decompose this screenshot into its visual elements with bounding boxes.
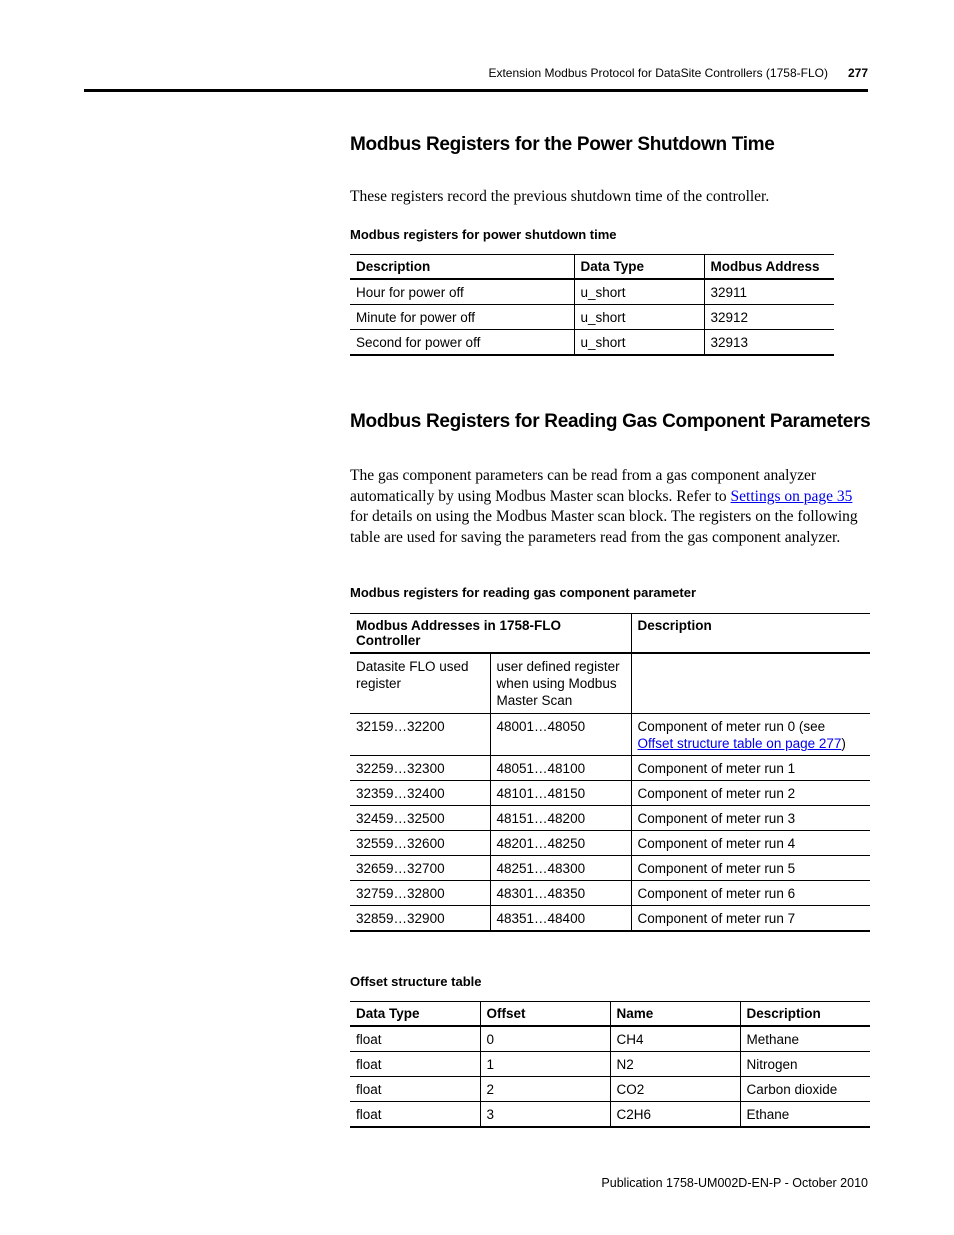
offset-table-link[interactable]: Offset structure table on page 277 [637, 736, 842, 751]
table-cell: 32859…32900 [350, 906, 490, 932]
table-caption-gas-component: Modbus registers for reading gas component parameter [350, 585, 697, 600]
table-cell: 2 [480, 1077, 610, 1102]
table-header-row [350, 614, 870, 654]
paragraph-text: The gas component parameters can be read from a gas component analyzer automatically by using Modbus Master scan blocks. Refer to [350, 467, 817, 505]
running-header [488, 66, 868, 80]
table-row [350, 1077, 870, 1102]
table-cell: Carbon dioxide [740, 1077, 870, 1102]
column-header: Description [740, 1002, 870, 1027]
table-cell: 32911 [704, 279, 834, 305]
table-cell: u_short [574, 279, 704, 305]
table-cell: Component of meter run 4 [631, 831, 870, 856]
cell-text: ) [841, 736, 846, 751]
column-header: Name [610, 1002, 740, 1027]
table-row [350, 1052, 870, 1077]
table-cell: Methane [740, 1026, 870, 1052]
table-cell: 48201…48250 [490, 831, 631, 856]
table-row [350, 781, 870, 806]
table-cell: 48051…48100 [490, 756, 631, 781]
table-cell: 32913 [704, 330, 834, 356]
column-header: Data Type [574, 255, 704, 280]
table-cell: Component of meter run 1 [631, 756, 870, 781]
table-row [350, 881, 870, 906]
section-heading-gas-component: Modbus Registers for Reading Gas Component Parameters [350, 411, 871, 432]
table-cell: Component of meter run 6 [631, 881, 870, 906]
table-cell: Ethane [740, 1102, 870, 1128]
header-rule [84, 89, 868, 92]
table-row [350, 330, 834, 356]
table-cell: float [350, 1026, 480, 1052]
section-intro-power-shutdown: These registers record the previous shutdown time of the controller. [350, 188, 770, 205]
table-row [350, 806, 870, 831]
table-subheader-row [350, 653, 870, 714]
table-cell: float [350, 1052, 480, 1077]
table-cell: Component of meter run 7 [631, 906, 870, 932]
column-header: Data Type [350, 1002, 480, 1027]
table-cell: Minute for power off [350, 305, 574, 330]
offset-structure-table [350, 1001, 870, 1128]
gas-component-table [350, 613, 870, 932]
table-cell: user defined register when using Modbus Master Scan [490, 653, 631, 714]
table-row [350, 1026, 870, 1052]
column-header: Modbus Addresses in 1758-FLO Controller [350, 614, 631, 654]
cell-text: Component of meter run 0 (see [637, 719, 826, 734]
table-row [350, 305, 834, 330]
table-cell: Nitrogen [740, 1052, 870, 1077]
paragraph-text: for details on using the Modbus Master scan block. The registers on the following table are used for saving the parameters read from the gas component analyzer. [350, 508, 858, 546]
settings-page-link[interactable]: Settings on page 35 [730, 487, 853, 505]
column-header: Description [631, 614, 870, 654]
table-cell: 32359…32400 [350, 781, 490, 806]
table-cell: Second for power off [350, 330, 574, 356]
page-number: 277 [847, 66, 868, 80]
table-header-row [350, 255, 834, 280]
table-row [350, 906, 870, 932]
table-cell: float [350, 1102, 480, 1128]
table-cell: 32759…32800 [350, 881, 490, 906]
table-row [350, 831, 870, 856]
table-cell: CH4 [610, 1026, 740, 1052]
table-cell: 32159…32200 [350, 714, 490, 756]
table-cell: CO2 [610, 1077, 740, 1102]
column-header: Offset [480, 1002, 610, 1027]
section-paragraph-gas-component [350, 466, 866, 548]
table-cell: Datasite FLO used register [350, 653, 490, 714]
table-cell: 3 [480, 1102, 610, 1128]
table-cell: 48251…48300 [490, 856, 631, 881]
table-cell: 0 [480, 1026, 610, 1052]
section-heading-power-shutdown: Modbus Registers for the Power Shutdown Time [350, 134, 775, 155]
table-cell: Component of meter run 3 [631, 806, 870, 831]
table-cell: Component of meter run 2 [631, 781, 870, 806]
table-cell: 48001…48050 [490, 714, 631, 756]
table-cell: 48301…48350 [490, 881, 631, 906]
column-header: Description [350, 255, 574, 280]
table-row [350, 714, 870, 756]
table-cell: 1 [480, 1052, 610, 1077]
table-cell: 48351…48400 [490, 906, 631, 932]
publication-footer: Publication 1758-UM002D-EN-P - October 2010 [601, 1176, 868, 1190]
table-caption-offset-structure: Offset structure table [350, 974, 482, 989]
table-row [350, 279, 834, 305]
power-shutdown-table [350, 254, 834, 356]
table-row [350, 1102, 870, 1128]
table-cell: 32259…32300 [350, 756, 490, 781]
table-cell: 32659…32700 [350, 856, 490, 881]
table-cell [631, 653, 870, 714]
table-cell: 32559…32600 [350, 831, 490, 856]
table-cell: u_short [574, 305, 704, 330]
table-row [350, 856, 870, 881]
table-caption-power-shutdown: Modbus registers for power shutdown time [350, 227, 617, 242]
table-cell: N2 [610, 1052, 740, 1077]
table-cell: Hour for power off [350, 279, 574, 305]
table-cell: 48151…48200 [490, 806, 631, 831]
table-cell: 32459…32500 [350, 806, 490, 831]
table-cell: 32912 [704, 305, 834, 330]
table-cell: Component of meter run 5 [631, 856, 870, 881]
table-cell: C2H6 [610, 1102, 740, 1128]
table-row [350, 756, 870, 781]
table-cell: u_short [574, 330, 704, 356]
table-cell: 48101…48150 [490, 781, 631, 806]
table-header-row [350, 1002, 870, 1027]
running-header-title: Extension Modbus Protocol for DataSite Controllers (1758-FLO) [488, 66, 828, 80]
table-cell: float [350, 1077, 480, 1102]
table-cell [631, 714, 870, 756]
column-header: Modbus Address [704, 255, 834, 280]
